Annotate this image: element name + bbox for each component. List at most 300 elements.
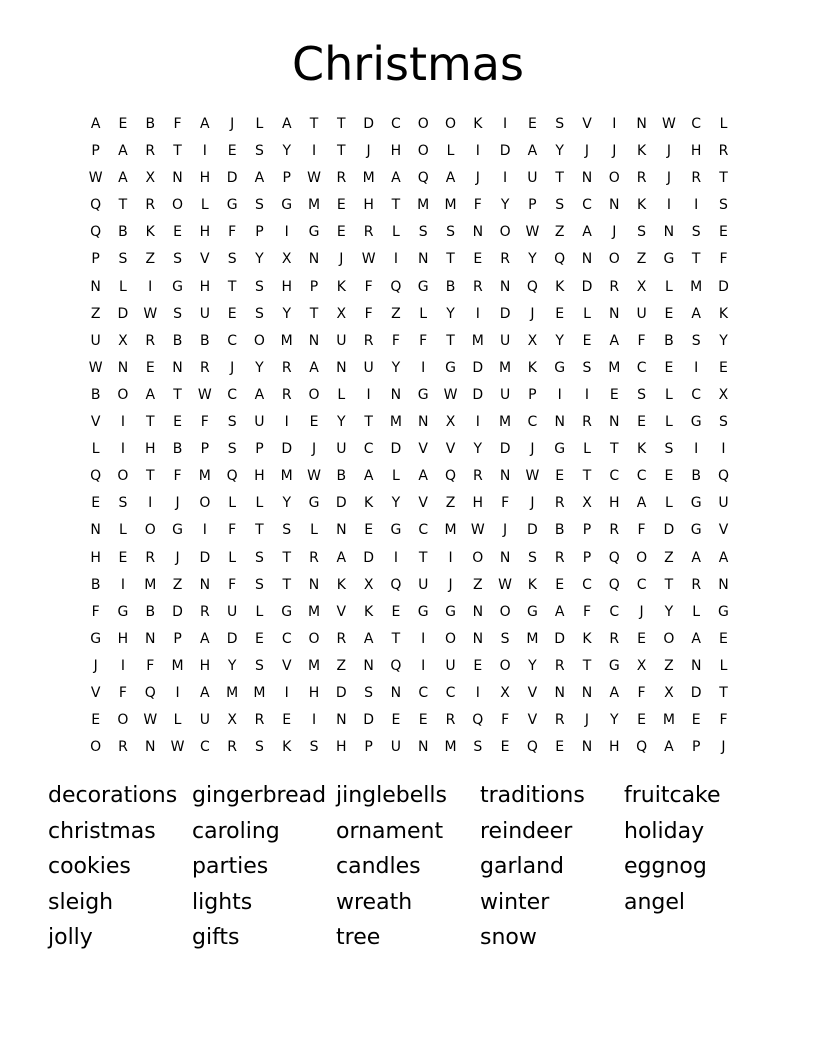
grid-letter[interactable]: S [227, 441, 237, 458]
grid-letter[interactable]: I [475, 305, 480, 322]
grid-letter[interactable]: N [472, 630, 484, 647]
grid-letter[interactable]: E [173, 224, 182, 241]
grid-letter[interactable]: T [691, 251, 701, 268]
grid-letter[interactable]: R [336, 630, 347, 647]
grid-letter[interactable]: B [172, 441, 183, 458]
grid-letter[interactable]: E [609, 386, 619, 403]
grid-letter[interactable]: M [417, 197, 430, 214]
grid-letter[interactable]: G [226, 197, 238, 214]
grid-letter[interactable]: L [337, 386, 346, 403]
grid-letter[interactable]: H [690, 143, 702, 160]
grid-letter[interactable]: Y [446, 305, 455, 322]
grid-letter[interactable]: Z [391, 305, 401, 322]
grid-letter[interactable]: K [473, 116, 483, 132]
grid-letter[interactable]: M [171, 657, 184, 674]
grid-letter[interactable]: X [664, 684, 674, 701]
grid-letter[interactable]: M [389, 414, 402, 431]
grid-letter[interactable]: L [719, 116, 728, 132]
grid-letter[interactable]: N [117, 359, 129, 376]
grid-letter[interactable]: N [581, 684, 593, 701]
grid-letter[interactable]: K [582, 630, 592, 647]
grid-letter[interactable]: W [170, 739, 185, 756]
grid-letter[interactable]: R [145, 143, 156, 160]
grid-letter[interactable]: U [227, 603, 238, 620]
grid-letter[interactable]: M [444, 197, 457, 214]
grid-letter[interactable]: N [417, 739, 429, 756]
grid-letter[interactable]: D [199, 549, 211, 566]
grid-letter[interactable]: G [417, 278, 429, 295]
grid-letter[interactable]: V [527, 684, 538, 701]
grid-letter[interactable]: A [527, 143, 538, 160]
grid-letter[interactable]: Z [90, 305, 101, 322]
grid-letter[interactable]: D [363, 549, 374, 566]
grid-letter[interactable]: O [608, 170, 620, 187]
grid-letter[interactable]: O [117, 468, 129, 485]
grid-letter[interactable]: H [281, 278, 292, 295]
grid-letter[interactable]: Y [282, 495, 291, 512]
grid-letter[interactable]: S [418, 224, 428, 241]
grid-letter[interactable]: D [472, 386, 484, 403]
grid-letter[interactable]: K [364, 603, 374, 620]
grid-letter[interactable]: J [366, 143, 371, 160]
grid-letter[interactable]: D [499, 305, 511, 322]
grid-letter[interactable]: L [119, 278, 127, 295]
grid-letter[interactable]: E [309, 414, 319, 431]
grid-letter[interactable]: D [117, 305, 129, 322]
grid-letter[interactable]: N [499, 278, 511, 295]
grid-letter[interactable]: V [527, 712, 538, 729]
grid-letter[interactable]: R [472, 468, 483, 485]
grid-letter[interactable]: S [691, 332, 701, 349]
grid-letter[interactable]: Z [445, 495, 456, 512]
grid-letter[interactable]: M [444, 522, 457, 539]
grid-letter[interactable]: F [118, 684, 127, 701]
grid-letter[interactable]: S [500, 630, 510, 647]
grid-letter[interactable]: L [583, 441, 591, 458]
grid-letter[interactable]: L [173, 712, 182, 729]
grid-letter[interactable]: X [145, 170, 156, 187]
grid-letter[interactable]: V [718, 522, 729, 539]
grid-letter[interactable]: R [145, 549, 156, 566]
grid-letter[interactable]: R [199, 603, 210, 620]
grid-letter[interactable]: C [199, 739, 210, 756]
grid-letter[interactable]: I [284, 224, 289, 241]
grid-letter[interactable]: F [391, 332, 400, 349]
grid-letter[interactable]: A [691, 630, 701, 647]
grid-letter[interactable]: A [609, 332, 620, 349]
grid-letter[interactable]: E [227, 143, 237, 160]
grid-letter[interactable]: V [90, 414, 101, 431]
grid-letter[interactable]: P [528, 386, 537, 403]
grid-letter[interactable]: C [391, 116, 401, 132]
grid-letter[interactable]: B [445, 278, 456, 295]
grid-letter[interactable]: M [144, 576, 157, 593]
grid-letter[interactable]: G [690, 414, 702, 431]
grid-letter[interactable]: R [582, 414, 592, 431]
grid-letter[interactable]: I [584, 386, 590, 403]
grid-letter[interactable]: O [199, 495, 211, 512]
grid-letter[interactable]: H [609, 739, 620, 756]
grid-letter[interactable]: T [364, 414, 373, 431]
grid-letter[interactable]: W [307, 468, 321, 485]
grid-letter[interactable]: G [117, 603, 129, 620]
grid-letter[interactable]: P [200, 441, 210, 458]
grid-letter[interactable]: O [499, 603, 511, 620]
grid-letter[interactable]: H [363, 197, 374, 214]
grid-letter[interactable]: F [637, 522, 646, 539]
grid-letter[interactable]: H [199, 657, 211, 674]
grid-letter[interactable]: P [528, 197, 537, 214]
grid-letter[interactable]: Q [717, 468, 729, 485]
grid-letter[interactable]: G [690, 495, 702, 512]
grid-letter[interactable]: R [691, 576, 702, 593]
grid-letter[interactable]: E [664, 359, 674, 376]
grid-letter[interactable]: U [363, 359, 374, 376]
grid-letter[interactable]: J [175, 549, 180, 566]
grid-letter[interactable]: G [690, 522, 702, 539]
grid-letter[interactable]: I [175, 684, 180, 701]
grid-letter[interactable]: C [636, 359, 647, 376]
grid-letter[interactable]: E [118, 116, 128, 132]
grid-letter[interactable]: I [612, 116, 617, 132]
grid-letter[interactable]: S [282, 522, 292, 539]
grid-letter[interactable]: I [475, 143, 480, 160]
grid-letter[interactable]: N [499, 549, 511, 566]
grid-letter[interactable]: A [281, 116, 292, 132]
grid-letter[interactable]: O [663, 630, 675, 647]
grid-letter[interactable]: T [145, 414, 155, 431]
grid-letter[interactable]: R [554, 495, 565, 512]
grid-letter[interactable]: J [93, 657, 98, 674]
grid-letter[interactable]: T [255, 522, 264, 539]
grid-letter[interactable]: B [336, 468, 347, 485]
grid-letter[interactable]: I [393, 549, 398, 566]
grid-letter[interactable]: U [527, 170, 538, 187]
grid-letter[interactable]: E [145, 359, 155, 376]
grid-letter[interactable]: E [691, 712, 701, 729]
grid-letter[interactable]: W [525, 468, 540, 485]
grid-letter[interactable]: Q [417, 170, 429, 187]
grid-letter[interactable]: E [391, 603, 401, 620]
grid-letter[interactable]: Z [554, 224, 565, 241]
grid-letter[interactable]: I [202, 143, 207, 160]
grid-letter[interactable]: D [390, 441, 402, 458]
grid-letter[interactable]: T [309, 305, 319, 322]
grid-letter[interactable]: Q [90, 468, 102, 485]
grid-letter[interactable]: S [254, 657, 264, 674]
grid-letter[interactable]: A [200, 630, 210, 647]
grid-letter[interactable]: R [254, 712, 265, 729]
grid-letter[interactable]: T [719, 684, 728, 701]
grid-letter[interactable]: N [390, 386, 402, 403]
grid-letter[interactable]: L [119, 522, 127, 539]
grid-letter[interactable]: V [200, 251, 210, 268]
grid-letter[interactable]: Z [664, 549, 674, 566]
grid-letter[interactable]: A [636, 495, 647, 512]
grid-letter[interactable]: Y [337, 414, 346, 431]
grid-letter[interactable]: G [308, 495, 320, 512]
grid-letter[interactable]: M [662, 712, 675, 729]
grid-letter[interactable]: O [90, 739, 102, 756]
grid-letter[interactable]: O [444, 630, 457, 647]
grid-letter[interactable]: F [719, 251, 728, 268]
grid-letter[interactable]: L [664, 386, 673, 403]
grid-letter[interactable]: T [610, 441, 619, 458]
grid-letter[interactable]: R [554, 657, 565, 674]
grid-letter[interactable]: E [555, 739, 565, 756]
grid-letter[interactable]: D [554, 630, 566, 647]
grid-letter[interactable]: B [90, 576, 101, 593]
grid-letter[interactable]: N [336, 522, 347, 539]
grid-letter[interactable]: H [308, 684, 320, 701]
grid-letter[interactable]: E [664, 468, 674, 485]
grid-letter[interactable]: X [636, 657, 647, 674]
grid-letter[interactable]: S [254, 549, 264, 566]
grid-letter[interactable]: N [363, 657, 374, 674]
grid-letter[interactable]: W [498, 576, 513, 593]
grid-letter[interactable]: N [609, 414, 620, 431]
grid-letter[interactable]: O [144, 522, 156, 539]
grid-letter[interactable]: T [173, 143, 182, 160]
grid-letter[interactable]: R [363, 224, 374, 241]
grid-letter[interactable]: C [636, 468, 647, 485]
grid-letter[interactable]: P [282, 170, 291, 187]
grid-letter[interactable]: C [418, 522, 429, 539]
grid-letter[interactable]: T [145, 468, 155, 485]
grid-letter[interactable]: W [88, 170, 103, 187]
grid-letter[interactable]: O [608, 251, 620, 268]
grid-letter[interactable]: I [421, 359, 426, 376]
grid-letter[interactable]: Y [282, 305, 291, 322]
grid-letter[interactable]: K [336, 576, 346, 593]
grid-letter[interactable]: J [339, 251, 344, 268]
grid-letter[interactable]: T [391, 197, 401, 214]
grid-letter[interactable]: E [527, 116, 537, 132]
grid-letter[interactable]: E [473, 657, 483, 674]
grid-letter[interactable]: Y [719, 332, 728, 349]
grid-letter[interactable]: K [636, 441, 647, 458]
grid-letter[interactable]: S [173, 305, 182, 322]
grid-letter[interactable]: Q [90, 224, 102, 241]
grid-letter[interactable]: N [472, 224, 484, 241]
grid-letter[interactable]: F [173, 116, 182, 132]
grid-letter[interactable]: J [311, 441, 317, 458]
grid-letter[interactable]: Z [664, 657, 674, 674]
grid-letter[interactable]: U [199, 712, 210, 729]
grid-letter[interactable]: H [117, 630, 129, 647]
grid-letter[interactable]: N [581, 739, 593, 756]
grid-letter[interactable]: U [499, 332, 511, 349]
grid-letter[interactable]: X [118, 332, 128, 349]
grid-letter[interactable]: G [281, 197, 293, 214]
grid-letter[interactable]: D [363, 116, 374, 132]
grid-letter[interactable]: U [636, 305, 647, 322]
grid-letter[interactable]: R [718, 143, 729, 160]
grid-letter[interactable]: G [554, 359, 566, 376]
grid-letter[interactable]: K [636, 143, 647, 160]
grid-letter[interactable]: A [254, 170, 265, 187]
grid-letter[interactable]: D [581, 278, 593, 295]
grid-letter[interactable]: P [173, 630, 182, 647]
grid-letter[interactable]: H [472, 495, 484, 512]
grid-letter[interactable]: A [200, 116, 210, 132]
grid-letter[interactable]: E [637, 414, 647, 431]
grid-letter[interactable]: Q [390, 576, 402, 593]
grid-letter[interactable]: G [417, 603, 429, 620]
grid-letter[interactable]: L [719, 657, 728, 674]
grid-letter[interactable]: S [173, 251, 182, 268]
grid-letter[interactable]: N [718, 576, 729, 593]
grid-letter[interactable]: A [691, 305, 701, 322]
grid-letter[interactable]: Y [528, 657, 537, 674]
grid-letter[interactable]: W [361, 251, 376, 268]
grid-letter[interactable]: I [503, 170, 508, 187]
grid-letter[interactable]: S [364, 684, 374, 701]
grid-letter[interactable]: Y [391, 359, 401, 376]
grid-letter[interactable]: N [417, 414, 429, 431]
grid-letter[interactable]: W [443, 386, 458, 403]
grid-letter[interactable]: A [582, 224, 592, 241]
grid-letter[interactable]: O [172, 197, 184, 214]
grid-letter[interactable]: A [554, 603, 565, 620]
grid-letter[interactable]: W [197, 386, 212, 403]
grid-letter[interactable]: C [363, 441, 374, 458]
grid-letter[interactable]: H [609, 495, 620, 512]
grid-letter[interactable]: O [417, 116, 429, 132]
grid-letter[interactable]: I [148, 495, 153, 512]
grid-letter[interactable]: W [661, 116, 676, 132]
grid-letter[interactable]: E [500, 739, 510, 756]
grid-letter[interactable]: N [145, 630, 156, 647]
grid-letter[interactable]: E [582, 332, 592, 349]
grid-letter[interactable]: F [364, 305, 373, 322]
grid-letter[interactable]: C [582, 197, 592, 214]
grid-letter[interactable]: L [200, 197, 209, 214]
grid-letter[interactable]: A [254, 386, 265, 403]
grid-letter[interactable]: I [721, 441, 726, 458]
grid-letter[interactable]: S [118, 495, 128, 512]
grid-letter[interactable]: E [282, 712, 292, 729]
grid-letter[interactable]: L [255, 495, 264, 512]
grid-letter[interactable]: R [309, 549, 319, 566]
grid-letter[interactable]: Y [255, 359, 264, 376]
grid-letter[interactable]: L [310, 522, 318, 539]
grid-letter[interactable]: S [309, 739, 319, 756]
grid-letter[interactable]: J [721, 739, 726, 756]
grid-letter[interactable]: L [419, 305, 428, 322]
grid-letter[interactable]: B [145, 116, 156, 132]
grid-letter[interactable]: K [718, 305, 729, 322]
grid-letter[interactable]: F [364, 278, 373, 295]
grid-letter[interactable]: O [499, 224, 511, 241]
grid-letter[interactable]: Y [255, 251, 264, 268]
grid-letter[interactable]: R [145, 332, 156, 349]
grid-letter[interactable]: S [254, 278, 264, 295]
grid-letter[interactable]: I [120, 576, 126, 593]
grid-letter[interactable]: N [554, 684, 565, 701]
grid-letter[interactable]: R [145, 197, 156, 214]
grid-letter[interactable]: F [200, 414, 209, 431]
grid-letter[interactable]: S [719, 414, 728, 431]
grid-letter[interactable]: N [308, 251, 320, 268]
grid-letter[interactable]: S [118, 251, 128, 268]
grid-letter[interactable]: F [582, 603, 592, 620]
grid-letter[interactable]: S [719, 197, 728, 214]
grid-letter[interactable]: C [227, 332, 238, 349]
grid-letter[interactable]: F [146, 657, 155, 674]
grid-letter[interactable]: V [418, 495, 428, 512]
grid-letter[interactable]: A [691, 549, 701, 566]
grid-letter[interactable]: X [636, 278, 647, 295]
grid-letter[interactable]: O [308, 386, 320, 403]
grid-letter[interactable]: R [281, 359, 292, 376]
grid-letter[interactable]: K [145, 224, 155, 241]
grid-letter[interactable]: M [690, 278, 703, 295]
grid-letter[interactable]: F [419, 332, 428, 349]
grid-letter[interactable]: N [308, 332, 320, 349]
grid-letter[interactable]: O [308, 630, 320, 647]
grid-letter[interactable]: A [118, 170, 128, 187]
grid-letter[interactable]: J [584, 143, 590, 160]
grid-letter[interactable]: T [582, 468, 592, 485]
grid-letter[interactable]: O [117, 712, 129, 729]
grid-letter[interactable]: Z [336, 657, 347, 674]
grid-letter[interactable]: R [118, 739, 128, 756]
grid-letter[interactable]: D [690, 684, 702, 701]
grid-letter[interactable]: L [91, 441, 100, 458]
grid-letter[interactable]: R [554, 549, 565, 566]
grid-letter[interactable]: H [199, 278, 211, 295]
grid-letter[interactable]: G [390, 522, 402, 539]
grid-letter[interactable]: M [198, 468, 211, 485]
grid-letter[interactable]: D [499, 143, 511, 160]
grid-letter[interactable]: U [445, 657, 456, 674]
grid-letter[interactable]: M [307, 657, 321, 674]
grid-letter[interactable]: T [337, 116, 346, 132]
grid-letter[interactable]: J [230, 116, 235, 132]
grid-letter[interactable]: I [557, 386, 562, 403]
grid-letter[interactable]: C [445, 684, 456, 701]
grid-letter[interactable]: X [227, 712, 237, 729]
grid-letter[interactable]: A [445, 170, 456, 187]
grid-letter[interactable]: S [637, 386, 647, 403]
grid-letter[interactable]: M [608, 359, 621, 376]
grid-letter[interactable]: M [526, 630, 539, 647]
grid-letter[interactable]: T [391, 630, 401, 647]
grid-letter[interactable]: S [637, 224, 647, 241]
grid-letter[interactable]: O [117, 386, 129, 403]
grid-letter[interactable]: S [227, 251, 237, 268]
grid-letter[interactable]: S [254, 576, 264, 593]
grid-letter[interactable]: P [255, 441, 264, 458]
grid-letter[interactable]: Q [226, 468, 238, 485]
grid-letter[interactable]: A [664, 739, 674, 756]
grid-letter[interactable]: G [417, 386, 429, 403]
grid-letter[interactable]: J [639, 603, 644, 620]
grid-letter[interactable]: E [719, 224, 728, 241]
grid-letter[interactable]: J [612, 224, 617, 241]
grid-letter[interactable]: I [202, 522, 207, 539]
grid-letter[interactable]: Q [390, 657, 402, 674]
grid-letter[interactable]: S [254, 739, 264, 756]
grid-letter[interactable]: Q [554, 251, 566, 268]
grid-letter[interactable]: A [363, 468, 374, 485]
grid-letter[interactable]: G [308, 224, 320, 241]
grid-letter[interactable]: M [226, 684, 239, 701]
grid-letter[interactable]: X [718, 386, 729, 403]
grid-letter[interactable]: V [418, 441, 428, 458]
grid-letter[interactable]: K [282, 739, 292, 756]
